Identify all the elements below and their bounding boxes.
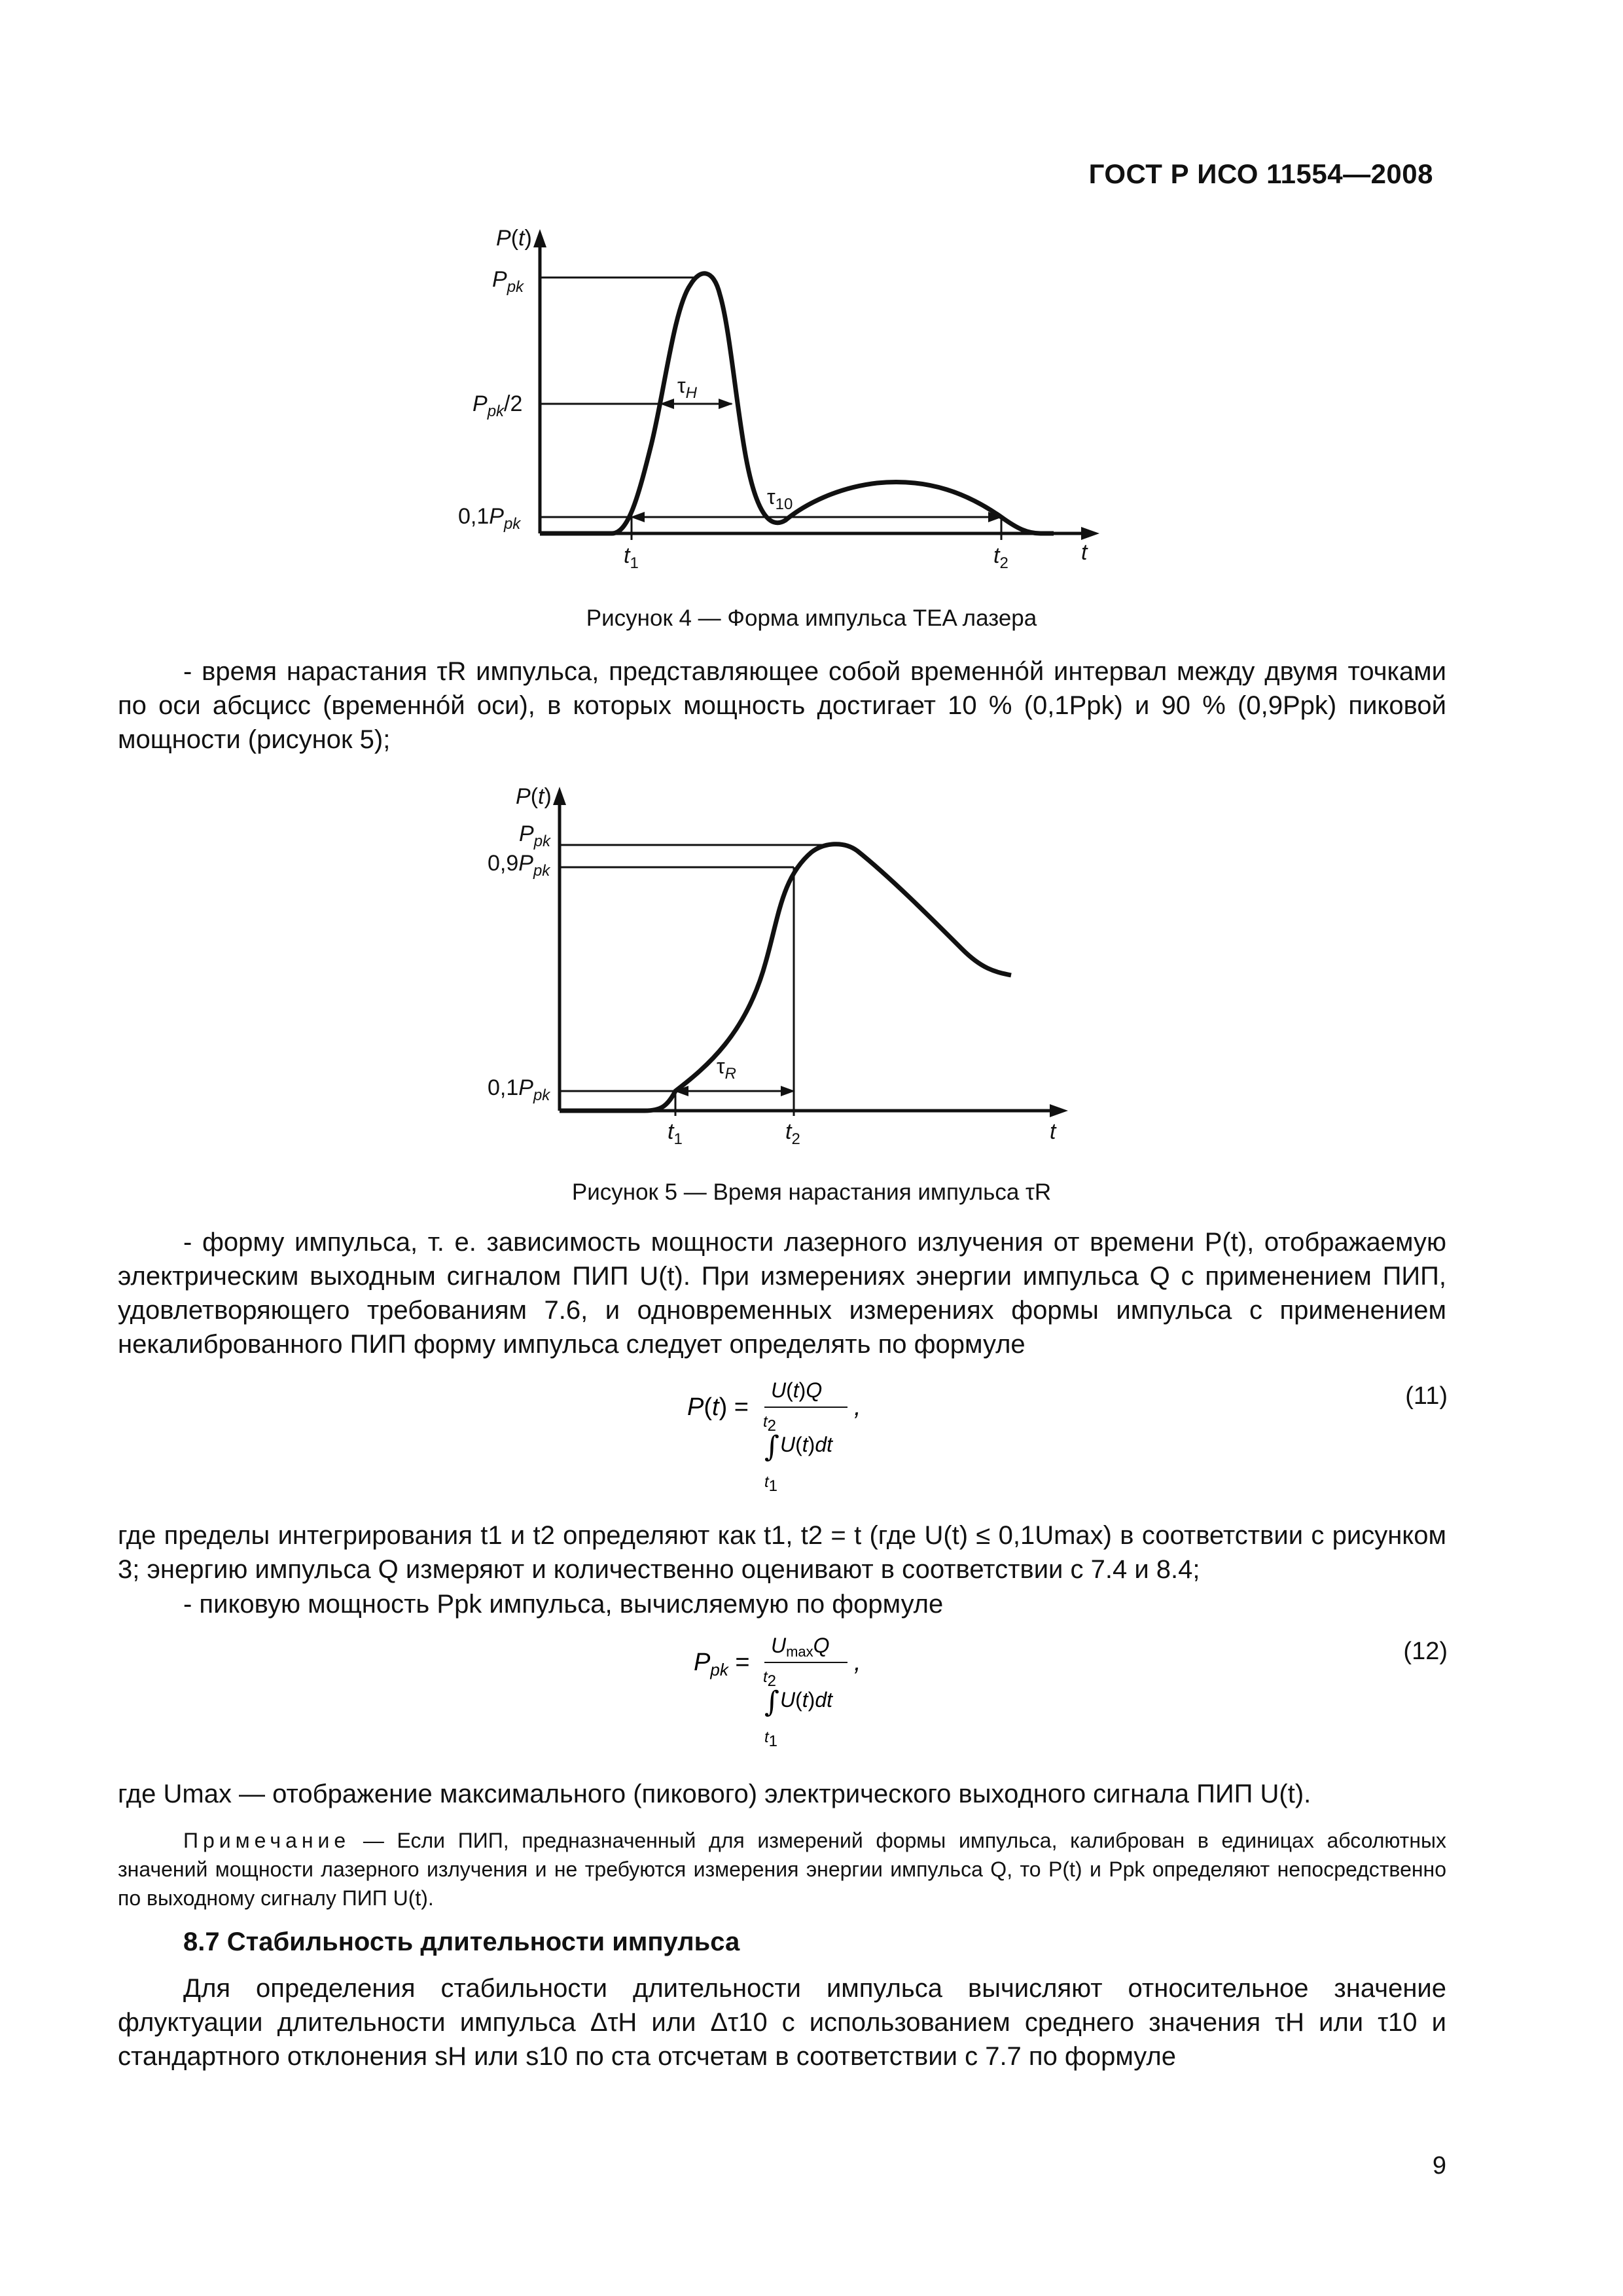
paragraph-limits	[118, 1518, 1446, 1587]
fig4-t1-label: $t_1$	[624, 543, 639, 572]
svg-text:t1: t1	[764, 1729, 778, 1750]
svg-text:Ppk =: $P_{pk}$ =	[694, 1649, 750, 1679]
note-label: Примечание	[183, 1829, 351, 1852]
paragraph-rise-time-text: - время нарастания τR импульса, представляющее собой временнóй интервал между двумя точками по оси абсцисс (временнóй оси), в которых мощность достигает 10 % (0,1Ppk) и 90 % (0,9Ppk) пиковой мощности (рисунок 5);	[118, 657, 1446, 754]
paragraph-peak-power	[118, 1587, 1446, 1621]
fig5-t2-label: $t_2$	[785, 1119, 800, 1148]
equation-11-number: (11)	[1405, 1382, 1448, 1410]
fig4-x-label: t	[1081, 540, 1088, 565]
paragraph-rise-time	[118, 655, 1446, 757]
paragraph-umax	[118, 1777, 1446, 1811]
svg-text:∫: ∫	[764, 1685, 779, 1719]
fig4-y-arrow-icon	[533, 229, 546, 247]
svg-text:P(t) =: P(t) =	[687, 1393, 749, 1421]
section-number: 8.7	[183, 1928, 220, 1956]
svg-text:UmaxQ: UmaxQ	[771, 1634, 830, 1660]
figure-4-caption-text: Рисунок 4 — Форма импульса TEA лазера	[586, 605, 1037, 631]
fig5-09-label: $0,9P_{pk}$	[488, 851, 550, 880]
fig4-01-label: $0,1P_{pk}$	[458, 504, 521, 533]
figure-4-caption	[0, 605, 1623, 632]
paragraph-stability	[118, 1971, 1446, 2073]
paragraph-pulse-shape-text: - форму импульса, т. е. зависимость мощности лазерного излучения от времени P(t), отображаемую электрическим выходным сигналом ПИП U(t). При измерениях энергии импульса Q с применением ПИП, удовлетворяющего требованиям 7.6, и одновременных измерениях формы импульса с применением некалиброванного ПИП форму импульса следует определять по формуле	[118, 1228, 1446, 1359]
paragraph-pulse-shape	[118, 1225, 1446, 1361]
svg-text:t2: t2	[763, 1413, 777, 1435]
note-text: — Если ПИП, предназначенный для измерений формы импульса, калиброван в единицах абсолютных значений мощности лазерного излучения и не требуются измерения энергии импульса Q, то P(t) и Ppk определяют непосредственно по выходному сигналу ПИП U(t).	[118, 1829, 1447, 1910]
equation-11-formula	[687, 1374, 897, 1505]
svg-text:t1: t1	[764, 1473, 778, 1495]
fig4-tau-10-label: $\tau_{10}$	[767, 485, 793, 513]
fig4-tau-h-label: $\tau_H$	[677, 374, 697, 402]
fig4-tau-h-right-arrow-icon	[719, 399, 733, 409]
fig4-half-label: $P_{pk}/2$	[473, 391, 523, 420]
page-number: 9	[1432, 2152, 1446, 2179]
fig4-ppk-label: $P_{pk}$	[492, 267, 524, 296]
fig5-pulse-curve	[560, 844, 1011, 1111]
fig5-t1-label: $t_1$	[668, 1119, 683, 1148]
svg-text:U(t)dt: U(t)dt	[780, 1433, 832, 1456]
paragraph-umax-text: где Umax — отображение максимального (пикового) электрического выходного сигнала ПИП U(t).	[118, 1780, 1311, 1808]
svg-text:∫: ∫	[764, 1430, 779, 1463]
svg-text:U(t)Q: U(t)Q	[771, 1378, 823, 1402]
fig5-y-arrow-icon	[553, 787, 566, 805]
section-title: Стабильность длительности импульса	[226, 1928, 740, 1956]
figure-5-caption	[0, 1179, 1623, 1206]
note	[118, 1826, 1446, 1912]
fig4-y-label: P(t)	[496, 226, 532, 251]
svg-text:t2: t2	[763, 1668, 777, 1690]
section-heading	[183, 1928, 740, 1957]
fig5-01-label: $0,1P_{pk}$	[488, 1075, 550, 1104]
svg-text:U(t)dt: U(t)dt	[780, 1688, 832, 1712]
paragraph-peak-power-text: - пиковую мощность Ppk импульса, вычисляемую по формуле	[183, 1590, 944, 1619]
equation-12-formula	[687, 1630, 897, 1761]
fig4-x-arrow-icon	[1081, 527, 1099, 540]
paragraph-limits-text: где пределы интегрирования t1 и t2 определяют как t1, t2 = t (где U(t) ≤ 0,1Umax) в соответствии с рисунком 3; энергию импульса Q измеряют и количественно оценивают в соответствии с 7.4 и 8.4;	[118, 1521, 1446, 1584]
document-header: ГОСТ Р ИСО 11554—2008	[1088, 158, 1433, 189]
paragraph-stability-text: Для определения стабильности длительности импульса вычисляют относительное значение флуктуации длительности импульса ΔτH или Δτ10 с использованием среднего значения τH или τ10 и стандартного отклонения sH или s10 по ста отсчетам в соответствии с 7.7 по формуле	[118, 1974, 1446, 2071]
fig5-x-label: t	[1050, 1119, 1056, 1144]
fig5-ppk-label: $P_{pk}$	[519, 821, 551, 850]
fig5-x-arrow-icon	[1050, 1104, 1068, 1117]
svg-text:,: ,	[854, 1649, 861, 1676]
svg-text:,: ,	[854, 1393, 861, 1421]
fig5-tau-r-label: $\tau_R$	[717, 1054, 736, 1083]
figure-5-caption-text: Рисунок 5 — Время нарастания импульса τR	[571, 1179, 1052, 1205]
fig4-t2-label: $t_2$	[993, 543, 1008, 572]
fig5-y-label: P(t)	[516, 784, 552, 809]
equation-12-number: (12)	[1403, 1638, 1448, 1665]
